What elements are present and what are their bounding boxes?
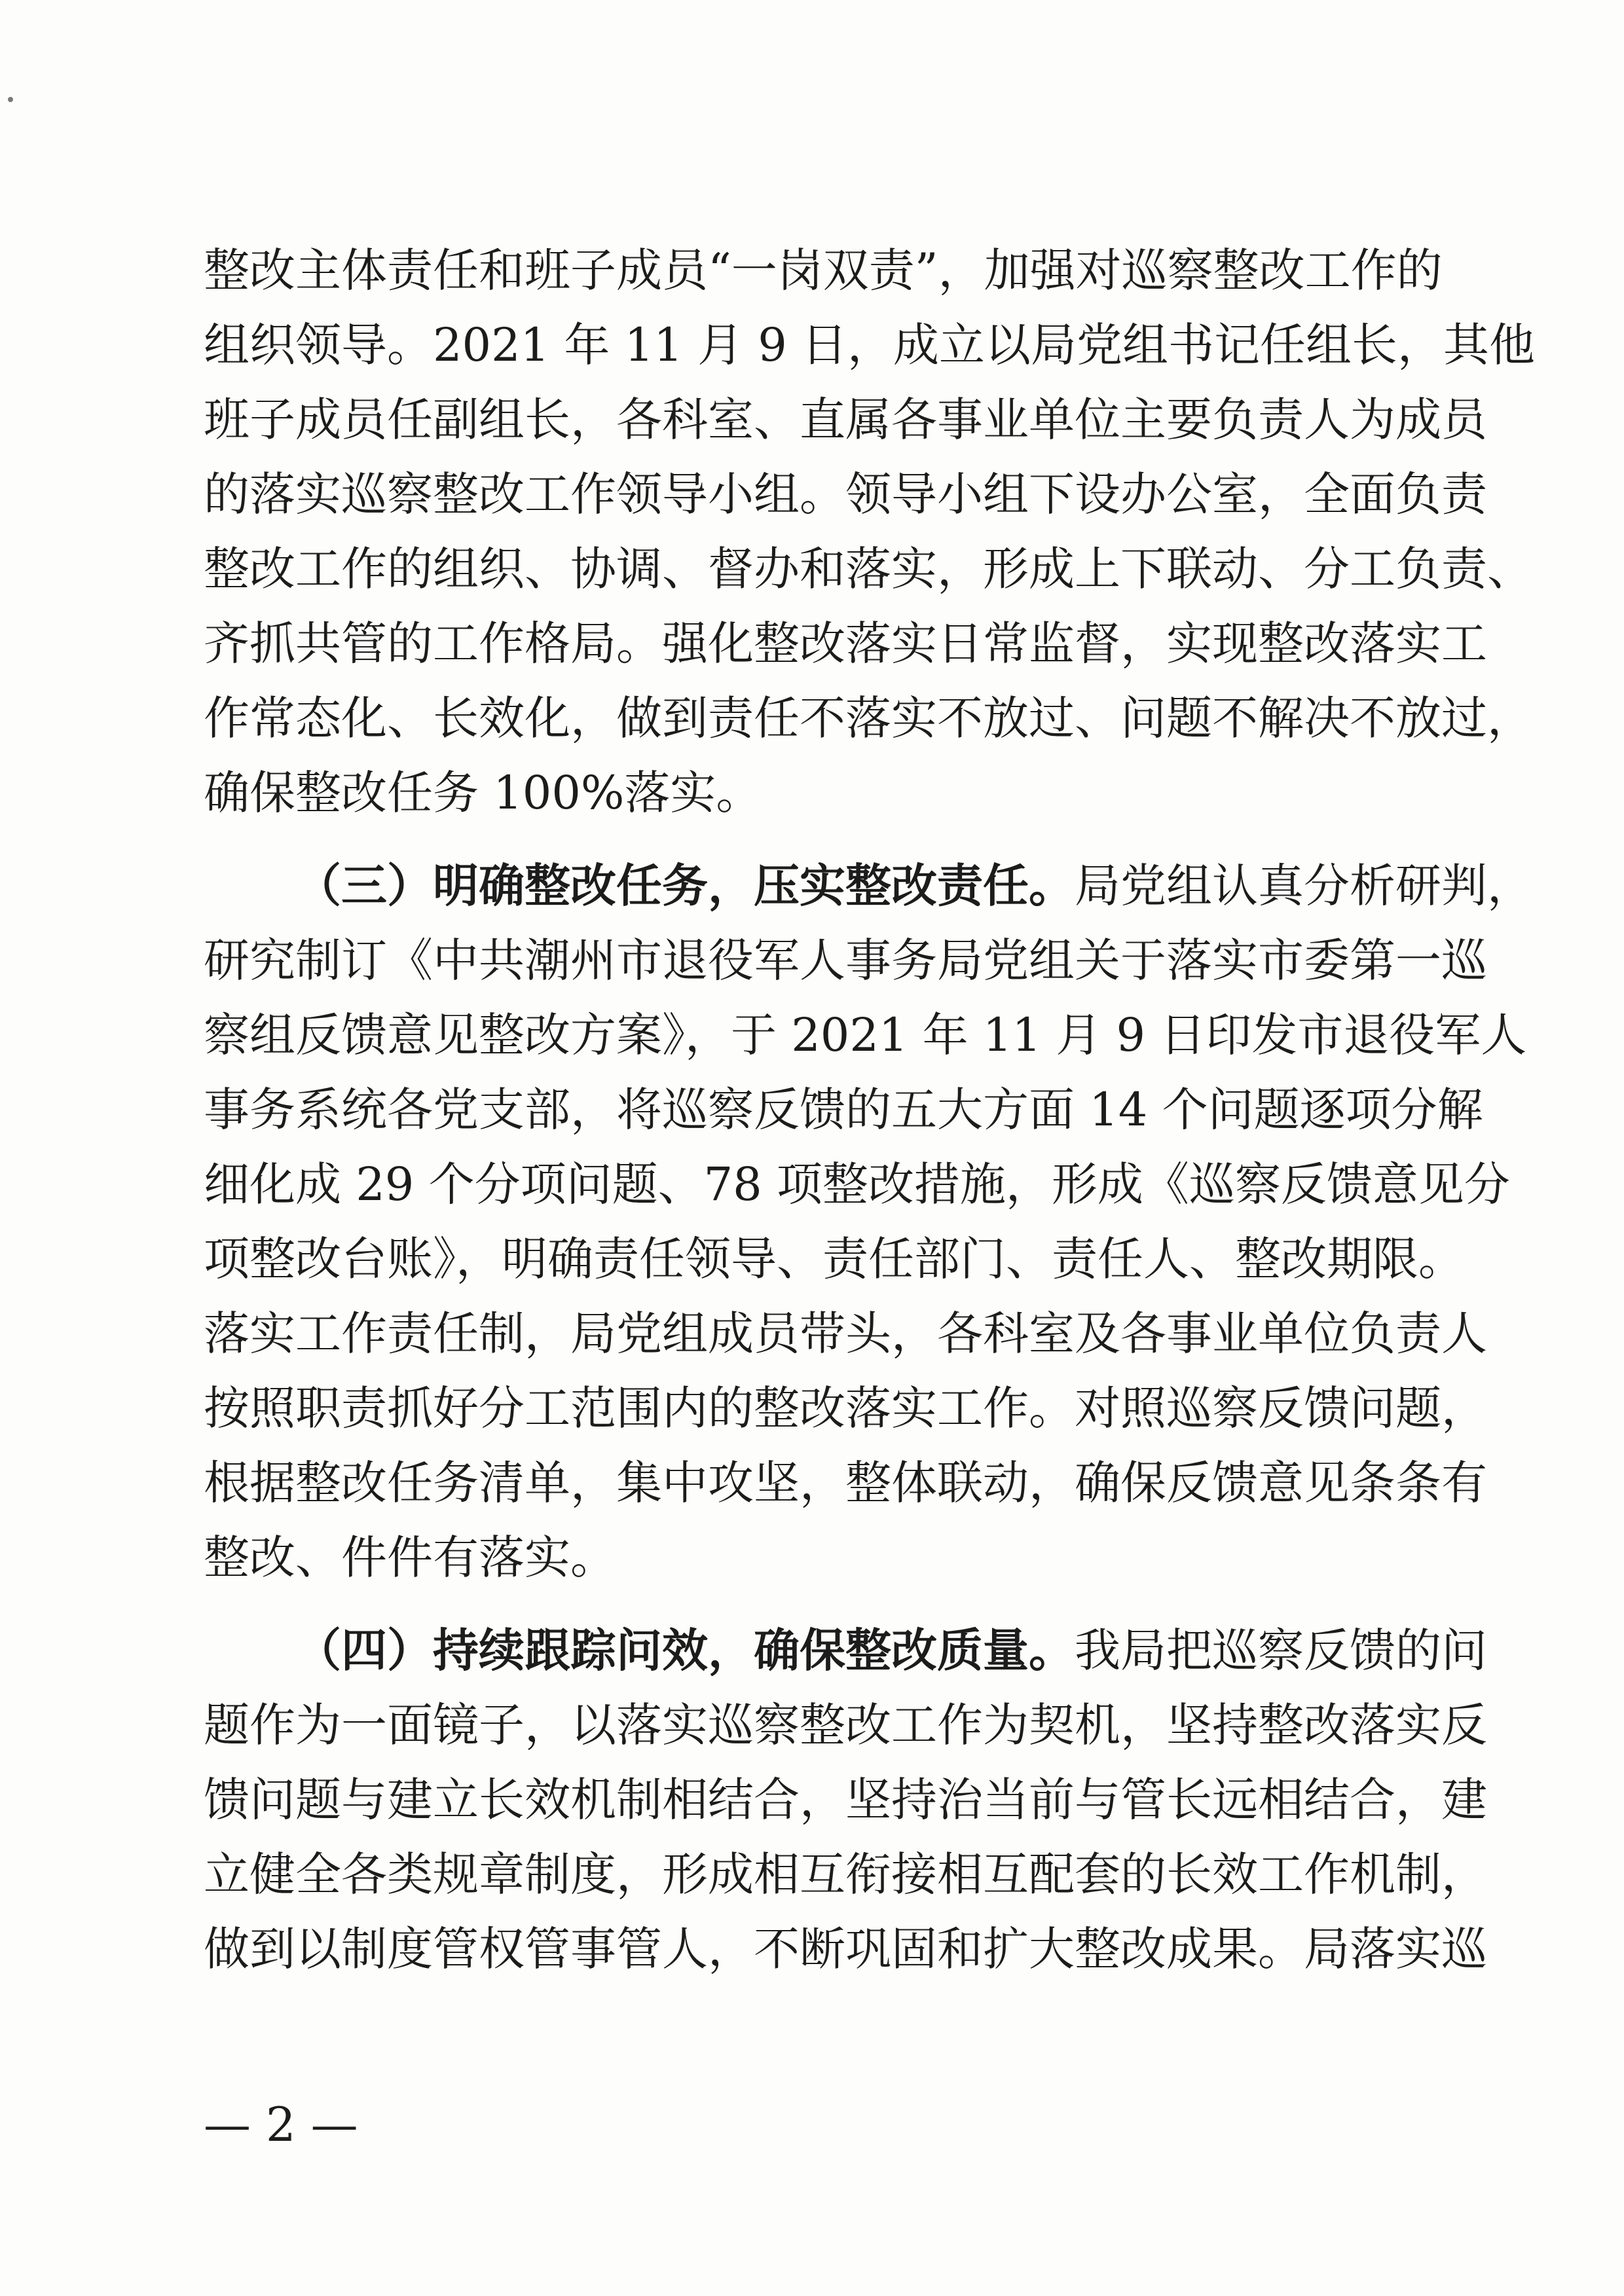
body-line: 确保整改任务 100%落实。 bbox=[204, 766, 762, 820]
section-3-first-line-text: 局党组认真分析研判， bbox=[1075, 859, 1533, 913]
page-number: — 2 — bbox=[204, 2097, 358, 2152]
body-line: 按照职责抓好分工范围内的整改落实工作。对照巡察反馈问题， bbox=[204, 1381, 1487, 1435]
body-line: 馈问题与建立长效机制相结合，坚持治当前与管长远相结合，建 bbox=[204, 1773, 1487, 1827]
body-line: 立健全各类规章制度，形成相互衔接相互配套的长效工作机制， bbox=[204, 1848, 1487, 1901]
body-line: 齐抓共管的工作格局。强化整改落实日常监督，实现整改落实工 bbox=[204, 617, 1487, 670]
body-line: 班子成员任副组长，各科室、直属各事业单位主要负责人为成员 bbox=[204, 393, 1487, 446]
body-line: 整改工作的组织、协调、督办和落实，形成上下联动、分工负责、 bbox=[204, 542, 1533, 596]
scan-speck bbox=[8, 97, 13, 102]
body-line: 的落实巡察整改工作领导小组。领导小组下设办公室，全面负责 bbox=[204, 467, 1487, 521]
body-line: 研究制订《中共潮州市退役军人事务局党组关于落实市委第一巡 bbox=[204, 934, 1487, 987]
body-line: 整改主体责任和班子成员“一岗双责”，加强对巡察整改工作的 bbox=[204, 244, 1443, 297]
section-4-first-line bbox=[204, 1614, 1487, 1686]
body-line: 整改、件件有落实。 bbox=[204, 1531, 616, 1584]
body-line: 落实工作责任制，局党组成员带头，各科室及各事业单位负责人 bbox=[204, 1307, 1487, 1360]
body-line: 察组反馈意见整改方案》，于 2021 年 11 月 9 日印发市退役军人 bbox=[204, 1008, 1527, 1062]
section-4-heading: （四）持续跟踪问效，确保整改质量。 bbox=[295, 1623, 1075, 1677]
section-3-first-line bbox=[204, 850, 1533, 922]
body-line: 作常态化、长效化，做到责任不落实不放过、问题不解决不放过， bbox=[204, 691, 1533, 745]
body-line: 根据整改任务清单，集中攻坚，整体联动，确保反馈意见条条有 bbox=[204, 1456, 1487, 1510]
section-4-first-line-text: 我局把巡察反馈的问 bbox=[1075, 1624, 1487, 1677]
body-line: 事务系统各党支部，将巡察反馈的五大方面 14 个问题逐项分解 bbox=[204, 1083, 1483, 1137]
body-line: 项整改台账》，明确责任领导、责任部门、责任人、整改期限。 bbox=[204, 1232, 1464, 1286]
body-line: 组织领导。2021 年 11 月 9 日，成立以局党组书记任组长，其他 bbox=[204, 318, 1536, 372]
body-line: 题作为一面镜子，以落实巡察整改工作为契机，坚持整改落实反 bbox=[204, 1698, 1487, 1752]
body-line: 细化成 29 个分项问题、78 项整改措施，形成《巡察反馈意见分 bbox=[204, 1157, 1510, 1211]
section-3-heading: （三）明确整改任务，压实整改责任。 bbox=[295, 858, 1075, 913]
body-line: 做到以制度管权管事管人，不断巩固和扩大整改成果。局落实巡 bbox=[204, 1922, 1487, 1976]
